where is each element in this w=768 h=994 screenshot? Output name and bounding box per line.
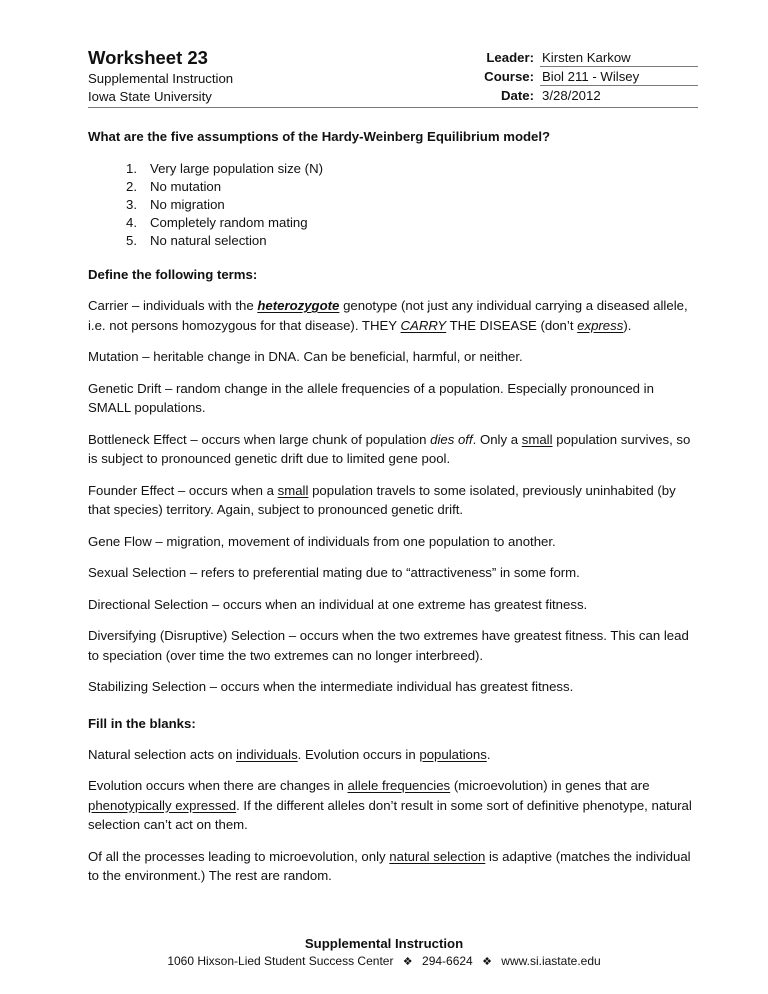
filled-blank: individuals xyxy=(236,746,298,762)
emphasis-text: heterozygote xyxy=(257,298,340,313)
diamond-separator-icon: ❖ xyxy=(402,956,413,968)
define-heading: Define the following terms: xyxy=(88,267,258,282)
footer-website: www.si.iastate.edu xyxy=(501,954,601,968)
list-item xyxy=(126,214,698,232)
text-span: . Evolution occurs in xyxy=(297,746,420,762)
page-footer xyxy=(0,935,768,971)
text-span: . xyxy=(486,746,491,762)
text-span: (microevolution) in genes that are xyxy=(450,778,650,793)
list-item xyxy=(126,196,698,214)
term-stabilizing-selection: Stabilizing Selection – occurs when the intermediate individual has greatest fitness. xyxy=(88,679,574,694)
filled-blank: natural selection xyxy=(389,848,486,864)
text-span: Founder Effect – occurs when a xyxy=(88,482,278,498)
list-number: 1. xyxy=(126,161,137,176)
list-text: Completely random mating xyxy=(150,215,308,230)
text-span: Bottleneck Effect – occurs when large chunk of population xyxy=(88,431,431,447)
text-span: ). xyxy=(623,317,632,333)
header-meta xyxy=(448,48,698,105)
program-name: Supplemental Instruction xyxy=(88,71,234,86)
meta-date xyxy=(448,86,698,105)
list-number: 4. xyxy=(126,215,137,230)
list-text: Very large population size (N) xyxy=(150,161,323,176)
meta-value: 3/28/2012 xyxy=(542,88,601,103)
footer-phone: 294-6624 xyxy=(422,954,473,968)
emphasis-text: express xyxy=(577,317,624,333)
emphasis-text: CARRY xyxy=(400,317,447,333)
emphasis-text: dies off xyxy=(430,431,473,447)
list-text: No natural selection xyxy=(150,233,267,248)
meta-course xyxy=(448,67,698,86)
text-span: Of all the processes leading to microevolution, only xyxy=(88,848,390,864)
meta-label: Course: xyxy=(484,69,534,84)
filled-blank: populations xyxy=(419,746,487,762)
meta-value: Biol 211 - Wilsey xyxy=(540,67,698,86)
text-span: genotype (not just any individual carrying a diseased allele, i.e. not persons homozygous for that disease). THEY xyxy=(88,298,688,333)
text-span: population survives, so is subject to pronounced genetic drift due to limited gene pool. xyxy=(88,431,691,466)
term-genetic-drift: Genetic Drift – random change in the allele frequencies of a population. Especially pronounced in SMALL populations. xyxy=(88,380,654,415)
list-text: No migration xyxy=(150,197,225,212)
term-diversifying-selection: Diversifying (Disruptive) Selection – occurs when the two extremes have greatest fitness. This can lead to speciation (over time the two extremes can no longer interbreed). xyxy=(88,628,689,663)
header-left xyxy=(88,44,233,106)
text-span: THE DISEASE (don’t xyxy=(446,317,578,333)
text-span: population travels to some isolated, previously uninhabited (by that species) territory. Again, subject to pronounced genetic drift. xyxy=(88,482,676,517)
list-item xyxy=(126,232,698,250)
list-number: 3. xyxy=(126,197,137,212)
meta-leader xyxy=(448,48,698,67)
meta-value: Kirsten Karkow xyxy=(540,48,698,67)
term-mutation: Mutation – heritable change in DNA. Can be beneficial, harmful, or neither. xyxy=(88,349,523,364)
filled-blank: phenotypically expressed xyxy=(88,797,237,813)
worksheet-header xyxy=(88,44,698,108)
fill-heading: Fill in the blanks: xyxy=(88,715,196,731)
worksheet-title: Worksheet 23 xyxy=(88,47,208,68)
fill-paragraph-2 xyxy=(88,776,698,835)
meta-label: Leader: xyxy=(486,50,534,65)
text-span: Natural selection acts on xyxy=(88,746,237,762)
list-number: 5. xyxy=(126,233,137,248)
term-gene-flow: Gene Flow – migration, movement of individuals from one population to another. xyxy=(88,533,556,549)
list-item xyxy=(126,178,698,196)
footer-address: 1060 Hixson-Lied Student Success Center xyxy=(167,954,394,968)
list-text: No mutation xyxy=(150,179,222,194)
fill-paragraph-3 xyxy=(88,847,698,886)
footer-contact xyxy=(0,953,768,971)
underlined-text: small xyxy=(521,431,553,447)
list-item xyxy=(126,160,698,178)
meta-label: Date: xyxy=(501,88,534,103)
worksheet-page xyxy=(88,44,698,886)
university-name: Iowa State University xyxy=(88,89,212,104)
diamond-separator-icon: ❖ xyxy=(482,956,492,968)
footer-title: Supplemental Instruction xyxy=(304,936,464,951)
text-span: . Only a xyxy=(472,431,522,447)
question-heading: What are the five assumptions of the Hardy-Weinberg Equilibrium model? xyxy=(88,129,551,144)
term-directional-selection: Directional Selection – occurs when an individual at one extreme has greatest fitness. xyxy=(88,596,588,612)
fill-paragraph-1 xyxy=(88,745,698,765)
list-number: 2. xyxy=(126,179,137,194)
underlined-text: small xyxy=(277,482,309,498)
text-span: Carrier – individuals with the xyxy=(88,298,258,313)
text-span: . If the different alleles don’t result in some sort of definitive phenotype, natural selection can’t act on them. xyxy=(88,797,692,832)
assumptions-list xyxy=(126,160,698,250)
term-sexual-selection: Sexual Selection – refers to preferential mating due to “attractiveness” in some form. xyxy=(88,565,580,580)
term-bottleneck xyxy=(88,430,698,469)
text-span: Evolution occurs when there are changes in xyxy=(88,778,348,793)
filled-blank: allele frequencies xyxy=(347,778,451,793)
term-founder xyxy=(88,481,698,520)
term-carrier xyxy=(88,296,698,335)
text-span: is adaptive (matches the individual to the environment.) The rest are random. xyxy=(88,848,691,883)
